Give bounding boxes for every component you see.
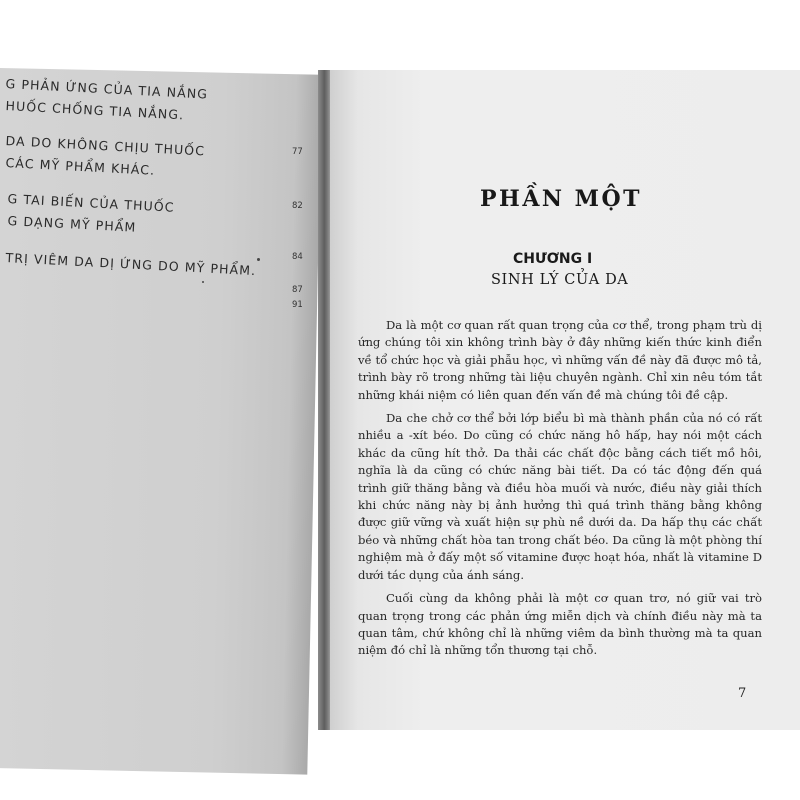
body-paragraph: Da che chở cơ thể bởi lớp biểu bì mà thành phần của nó có rất nhiều a -xít béo. Do cũng có chức năng hô hấp, hay nói một cách khác da cũng hít thở. Da thải các chất độc bằng cách tiết mồ hôi, nghĩa là da cũng có chức năng bài tiết. Da có tác động đến quá trình giữ thăng bằng và điều hòa muối và nước, điều này giải thích khi chức năng này bị ảnh hưởng thì quá trình thăng bằng không được giữ vững và xuất hiện sự phù nề dưới da. Da hấp thụ các chất béo và những chất hòa tan trong chất béo. Da cũng là một phòng thí nghiệm mà ở đấy một số vitamine được hoạt hóa, nhất là vitamine D dưới tác dụng của ánh sáng. <box>358 411 762 582</box>
print-speck <box>202 281 204 283</box>
toc-line: CÁC MỸ PHẨM KHÁC. <box>5 155 156 178</box>
body-paragraph: Da là một cơ quan rất quan trọng của cơ thể, trong phạm trù dị ứng chúng tôi xin không trình bày ở đây những kiến thức kinh điển về tổ chức học và giải phẫu học, vì những vấn đề này đã được mô tả, trình bày rõ trong những tài liệu chuyên ngành. Chỉ xin nêu tóm tắt những khái niệm có liên quan đến vấn đề mà chúng tôi đề cập. <box>358 318 762 402</box>
chapter-number: CHƯƠNG I <box>513 251 593 267</box>
toc-page-number: 91 <box>292 300 303 310</box>
toc-page-number: 84 <box>292 252 303 262</box>
toc-line: TRỊ VIÊM DA DỊ ỨNG DO MỸ PHẨM. <box>5 250 257 279</box>
toc-page-number: 77 <box>292 147 303 157</box>
left-page <box>0 68 322 775</box>
page-number: 7 <box>738 686 747 701</box>
part-title: PHẦN MỘT <box>480 186 643 212</box>
toc-line: DA DO KHÔNG CHỊU THUỐC <box>5 133 206 159</box>
toc-page-number: 82 <box>292 201 303 211</box>
toc-line: G TAI BIẾN CỦA THUỐC <box>7 191 175 215</box>
toc-line: G DẠNG MỸ PHẨM <box>7 213 137 235</box>
chapter-body <box>358 317 762 666</box>
print-speck <box>257 258 260 261</box>
chapter-title: SINH LÝ CỦA DA <box>491 272 629 288</box>
body-paragraph: Cuối cùng da không phải là một cơ quan trơ, nó giữ vai trò quan trọng trong các phản ứng miễn dịch và chính điều này mà ta quan tâm, chứ không chỉ là những viêm da bình thường mà ta quan niệm đó chỉ là những tổn thương tại chỗ. <box>358 591 762 658</box>
toc-page-number: 87 <box>292 285 303 295</box>
toc-line: G PHẢN ỨNG CỦA TIA NẮNG <box>5 76 209 102</box>
toc-line: HUỐC CHỐNG TIA NẮNG. <box>5 98 185 123</box>
